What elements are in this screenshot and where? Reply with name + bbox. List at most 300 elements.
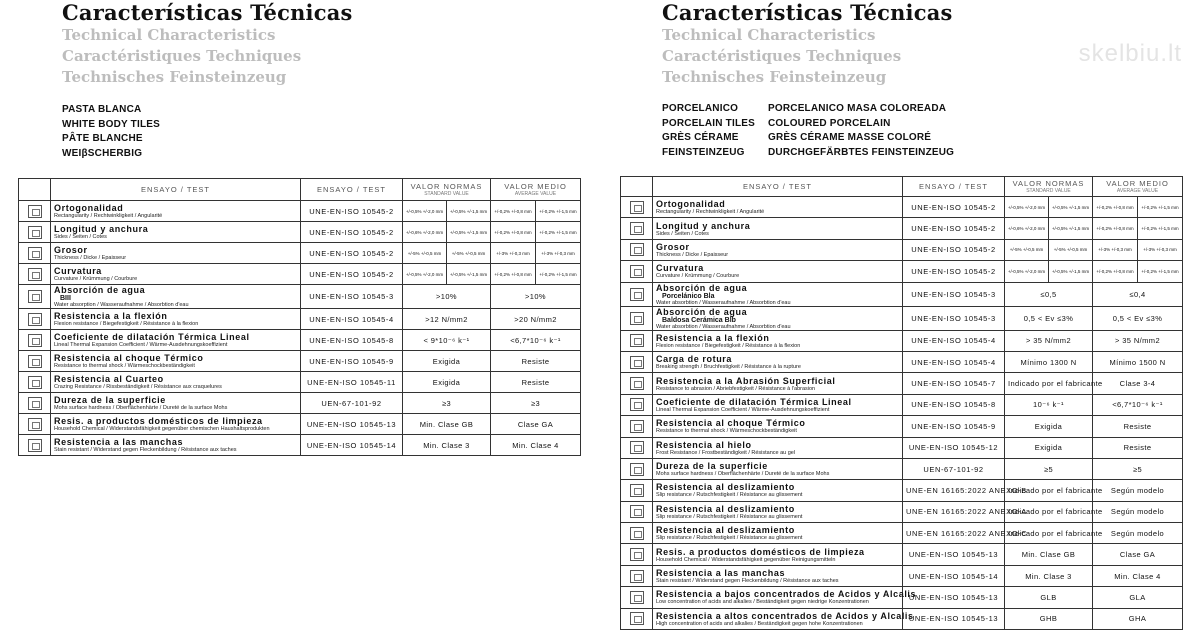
medio-value: >10% — [491, 285, 581, 309]
test-translation: Breaking strength / Bruchfestigkeit / Résistance à la rupture — [656, 364, 801, 371]
test-name-cell — [51, 222, 301, 243]
table-row — [621, 544, 1183, 565]
test-name: Absorción de agua — [54, 285, 146, 295]
test-translation: Lineal Thermal Expansion Coefficient / Wärme-Ausdehnungskoeffizient — [656, 406, 830, 413]
test-translation: Rectangularity / Rechtwinkligkeit / Angularité — [54, 213, 163, 219]
medio-value: Min. Clase 4 — [1093, 565, 1183, 586]
subtitle-fr: Caractéristiques Techniques — [62, 47, 302, 65]
norm-value: 10⁻⁶ k⁻¹ — [1005, 394, 1093, 415]
test-name: Resistencia a las manchas — [54, 437, 184, 447]
test-name: Coeficiente de dilatación Térmica Lineal — [656, 396, 852, 407]
norm-value: Min. Clase GB — [1005, 544, 1093, 565]
title: Características Técnicas — [662, 0, 953, 25]
hardness-icon — [28, 397, 42, 410]
table-row — [621, 261, 1183, 282]
standard-cell: UNE-EN-ISO 10545-4 — [301, 309, 403, 330]
test-name-cell — [653, 330, 903, 351]
medio-value: Según modelo — [1093, 501, 1183, 522]
norm-value-b: +/-0,5% +/-1,5 mm — [1049, 218, 1093, 239]
header-standard: ENSAYO / TEST — [301, 179, 403, 201]
row-icon-cell — [621, 261, 653, 282]
test-name-cell — [51, 393, 301, 414]
subtitle-de: Technisches Feinsteinzeug — [662, 68, 887, 86]
test-name: Resistencia al choque Térmico — [656, 418, 806, 429]
standard-cell: UNE-EN-ISO 10545-13 — [301, 414, 403, 435]
test-translation: Resistance to abrasion / Abriebfestigkeit / Résistance à l'abrasion — [656, 385, 816, 392]
test-translation: Flexion resistance / Biegefestigkeit / Résistance à la flexion — [656, 342, 801, 349]
row-icon-cell — [621, 587, 653, 608]
test-name-cell — [51, 285, 301, 309]
stain-icon — [28, 439, 42, 452]
test-translation: Household Chemical / Widerstandsfähigkeit gegenüber chemischen Haushaltsprodukten — [54, 426, 270, 432]
medio-value-b: +/-3% +/-0,3 mm — [536, 243, 581, 264]
table-row — [19, 264, 581, 285]
thickness-icon — [28, 247, 42, 260]
table-row — [19, 201, 581, 222]
medio-value: GLA — [1093, 587, 1183, 608]
norm-value-b: +/-0,5% +/-1,5 mm — [1049, 197, 1093, 218]
length-width-icon — [630, 222, 644, 235]
row-icon-cell — [621, 565, 653, 586]
table-header — [621, 177, 1183, 197]
thermal-shock-icon — [630, 420, 644, 433]
table-row — [621, 608, 1183, 629]
material-en: WHITE BODY TILES — [62, 118, 161, 130]
row-icon-cell — [621, 239, 653, 260]
table-row — [19, 435, 581, 456]
medio-value: >20 N/mm2 — [491, 309, 581, 330]
row-icon-cell — [621, 373, 653, 394]
stain-icon — [630, 570, 644, 583]
test-name: Resistencia a la Abrasión Superficial — [656, 375, 836, 386]
water-absorption-icon — [630, 312, 644, 325]
standard-cell: UNE-EN-ISO 10545-9 — [301, 351, 403, 372]
test-translation: Water absorbtion / Wasseraufnahme / Absorbtion d'eau — [656, 299, 791, 306]
table-header — [19, 179, 581, 201]
chemical-icon — [630, 548, 644, 561]
row-icon-cell — [19, 264, 51, 285]
table-row — [621, 373, 1183, 394]
chemical-icon — [28, 418, 42, 431]
norm-value-a: +/-5% +/-0,5 mm — [1005, 239, 1049, 260]
header-test: ENSAYO / TEST — [653, 177, 903, 197]
test-name: Resistencia a la flexión — [656, 332, 770, 343]
table-row — [621, 523, 1183, 544]
test-name-cell — [653, 587, 917, 608]
test-name: Resistencia al Cuarteo — [54, 374, 164, 384]
rectangularity-icon — [630, 201, 644, 214]
medio-value: Resiste — [1093, 437, 1183, 458]
medio-value-a: +/-0,2% +/-0,8 mm — [1093, 261, 1138, 282]
norm-value: >10% — [403, 285, 491, 309]
test-name: Coeficiente de dilatación Térmica Lineal — [54, 332, 250, 342]
test-name-cell — [51, 243, 301, 264]
test-class: BIII — [60, 295, 71, 302]
medio-value-b: +/-0,2% +/-1,5 mm — [1138, 261, 1183, 282]
specs-table — [620, 176, 1183, 630]
row-icon-cell — [19, 372, 51, 393]
norm-value-b: +/-0,5% +/-1,5 mm — [447, 264, 491, 285]
standard-cell: UNE-EN 16165:2022 ANEXO-B — [903, 480, 1005, 501]
test-name: Grosor — [54, 245, 88, 255]
test-name: Dureza de la superficie — [656, 461, 768, 472]
test-name-cell — [653, 480, 903, 501]
subtitle-en: Technical Characteristics — [662, 26, 876, 44]
test-translation: Sides / Seiten / Cotes — [54, 234, 107, 240]
row-icon-cell — [621, 608, 653, 629]
subtitle-fr: Caractéristiques Techniques — [662, 47, 902, 65]
norm-value: Indicado por el fabricante — [1005, 501, 1093, 522]
test-translation: Slip resistance / Rutschfestigkeit / Résistance au glissement — [656, 513, 803, 520]
test-name-cell — [653, 394, 903, 415]
test-class: Baldosa Cerámica Blb — [662, 316, 736, 324]
table-row — [621, 565, 1183, 586]
rectangularity-icon — [28, 205, 42, 218]
row-icon-cell — [19, 222, 51, 243]
test-translation: Curvature / Krümmung / Courbure — [54, 276, 138, 282]
material-es: PASTA BLANCA — [62, 104, 142, 115]
row-icon-cell — [19, 201, 51, 222]
standard-cell: UNE-EN-ISO 10545-2 — [301, 264, 403, 285]
medio-value: ≥5 — [1093, 458, 1183, 479]
norm-value: Exigida — [403, 372, 491, 393]
test-name-cell — [653, 458, 903, 479]
specs-table — [18, 178, 581, 456]
test-name-cell — [51, 372, 301, 393]
norm-value-a: +/-0,5% +/-2,0 mm — [1005, 197, 1049, 218]
table-row — [621, 330, 1183, 351]
table-row — [621, 218, 1183, 239]
test-translation: Low concentration of acids and alkalies / Beständigkeit gegen niedrige Konzentrationen — [656, 599, 869, 606]
standard-cell: UNE-EN-ISO 10545-3 — [903, 306, 1005, 330]
header-norm: VALOR NORMAS STANDARD VALUE — [1005, 177, 1093, 197]
test-name-cell — [653, 565, 903, 586]
row-icon-cell — [621, 437, 653, 458]
norm-value: Exigida — [403, 351, 491, 372]
test-translation: Sides / Seiten / Cotes — [656, 230, 709, 237]
norm-value: >12 N/mm2 — [403, 309, 491, 330]
test-name: Absorción de agua — [656, 306, 748, 317]
table-row — [19, 351, 581, 372]
row-icon-cell — [621, 282, 653, 306]
test-name: Resis. a productos domésticos de limpieza — [656, 546, 865, 557]
medio-value-b: +/-0,2% +/-1,5 mm — [536, 201, 581, 222]
standard-cell: UNE-EN-ISO 10545-14 — [903, 565, 1005, 586]
medio-value: > 35 N/mm2 — [1093, 330, 1183, 351]
medio-value-b: +/-3% +/-0,3 mm — [1138, 239, 1183, 260]
test-name: Curvatura — [54, 266, 102, 276]
test-translation: Water absorption / Wasseraufnahme / Absorbtion d'eau — [54, 302, 189, 308]
standard-cell: UNE-EN-ISO 10545-11 — [301, 372, 403, 393]
test-translation: Frost Resistance / Frostbeständigkeit / Résistance au gel — [656, 449, 796, 456]
norm-value-a: +/-0,5% +/-2,0 mm — [1005, 261, 1049, 282]
table-row — [621, 480, 1183, 501]
row-icon-cell — [19, 393, 51, 414]
test-translation: Flexion resistance / Biegefestigkeit / Résistance à la flexion — [54, 321, 199, 327]
medio-value: 0,5 < Ev ≤3% — [1093, 306, 1183, 330]
slip-icon — [630, 505, 644, 518]
table-row — [19, 243, 581, 264]
thermal-expansion-icon — [28, 334, 42, 347]
test-translation: Rectangularity / Rechtwinkligkeit / Angularité — [656, 209, 765, 216]
table-row — [19, 330, 581, 351]
subtitle-en: Technical Characteristics — [62, 26, 276, 44]
standard-cell: UNE-EN-ISO 10545-12 — [903, 437, 1005, 458]
table-row — [621, 416, 1183, 437]
header-norm: VALOR NORMAS STANDARD VALUE — [403, 179, 491, 201]
standard-cell: UNE-EN-ISO 10545-8 — [903, 394, 1005, 415]
test-name-cell — [51, 264, 301, 285]
norm-value-a: +/-0,5% +/-2,0 mm — [403, 264, 447, 285]
norm-value: < 9*10⁻⁶ k⁻¹ — [403, 330, 491, 351]
table-row — [621, 501, 1183, 522]
table-row — [621, 458, 1183, 479]
frost-icon — [630, 441, 644, 454]
table-row — [19, 222, 581, 243]
test-name: Longitud y anchura — [54, 224, 149, 234]
curvature-icon — [28, 268, 42, 281]
test-name-cell — [51, 351, 301, 372]
standard-cell: UNE-EN 16165:2022 ANEXO-A — [903, 501, 1005, 522]
material-col2: PORCELANICO MASA COLOREADA COLOURED PORCELAIN GRÈS CÉRAME MASSE COLORÉ DURCHGEFÄRBTES FEINSTEINZEUG — [768, 103, 955, 158]
test-translation: Lineal Thermal Expansion Coefficient / Wärme-Ausdehnungskoeffizient — [54, 342, 228, 348]
row-icon-cell — [621, 351, 653, 372]
row-icon-cell — [621, 501, 653, 522]
medio-value: Resiste — [1093, 416, 1183, 437]
norm-value-b: +/-0,5% +/-1,5 mm — [1049, 261, 1093, 282]
test-name: Resistencia al deslizamiento — [656, 503, 795, 514]
table-row — [621, 197, 1183, 218]
norm-value: ≤0,5 — [1005, 282, 1093, 306]
table-row — [19, 285, 581, 309]
material-col1: PORCELANICO PORCELAIN TILES GRÈS CÉRAME FEINSTEINZEUG — [662, 103, 756, 158]
test-translation: Thickness / Dicke / Epaisseur — [656, 251, 729, 258]
standard-cell: UNE-EN-ISO 10545-2 — [301, 201, 403, 222]
norm-value: Min. Clase 3 — [403, 435, 491, 456]
standard-cell: UNE-EN-ISO 10545-2 — [301, 243, 403, 264]
medio-value: <6,7*10⁻⁶ k⁻¹ — [491, 330, 581, 351]
medio-value: Clase GA — [491, 414, 581, 435]
test-name-cell — [653, 239, 903, 260]
standard-cell: UNE-EN-ISO 10545-13 — [903, 587, 1005, 608]
test-name: Resistencia al hielo — [656, 439, 752, 450]
norm-value: GLB — [1005, 587, 1093, 608]
test-translation: Stain resistant / Widerstand gegen Fleckenbildung / Résistance aux taches — [656, 578, 839, 585]
test-name-cell — [51, 330, 301, 351]
row-icon-cell — [621, 416, 653, 437]
test-name: Resistencia al deslizamiento — [656, 482, 795, 493]
medio-value-b: +/-0,2% +/-1,5 mm — [1138, 218, 1183, 239]
subtitle-de: Technisches Feinsteinzeug — [62, 68, 287, 86]
norm-value-b: +/-0,5% +/-1,5 mm — [447, 201, 491, 222]
test-translation: Slip resistance / Rutschfestigkeit / Résistance au glissement — [656, 492, 803, 499]
standard-cell: UNE-EN-ISO 10545-2 — [903, 239, 1005, 260]
standard-cell: UNE-EN 16165:2022 ANEXO-C — [903, 523, 1005, 544]
norm-value: Mínimo 1300 N — [1005, 351, 1093, 372]
medio-value: Resiste — [491, 372, 581, 393]
standard-cell: UNE-EN-ISO 10545-9 — [903, 416, 1005, 437]
hardness-icon — [630, 463, 644, 476]
standard-cell: UNE-EN-ISO 10545-2 — [903, 218, 1005, 239]
medio-value: ≥3 — [491, 393, 581, 414]
test-translation: Mohs surface hardness / Oberflächenhärte / Dureté de la surface Mohs — [656, 471, 830, 478]
thermal-shock-icon — [28, 355, 42, 368]
medio-value-b: +/-0,2% +/-1,5 mm — [536, 264, 581, 285]
row-icon-cell — [19, 435, 51, 456]
table-row — [621, 351, 1183, 372]
medio-value-b: +/-0,2% +/-1,5 mm — [536, 222, 581, 243]
test-translation: High concentration of acids and alkalies / Beständigkeit gegen hohe Konzentrationen — [656, 620, 863, 627]
medio-value-a: +/-0,2% +/-0,8 mm — [491, 222, 536, 243]
medio-value-a: +/-3% +/-0,3 mm — [1093, 239, 1138, 260]
water-absorption-icon — [630, 288, 644, 301]
test-name-cell — [653, 501, 903, 522]
table-row — [621, 239, 1183, 260]
row-icon-cell — [19, 243, 51, 264]
norm-value: Indicado por el fabricante — [1005, 523, 1093, 544]
table-row — [621, 394, 1183, 415]
standard-cell: UNE-EN-ISO 10545-8 — [301, 330, 403, 351]
test-name: Ortogonalidad — [656, 199, 726, 210]
test-name: Resistencia al choque Térmico — [54, 353, 204, 363]
test-name: Resistencia a las manchas — [656, 568, 786, 579]
breaking-load-icon — [630, 356, 644, 369]
row-icon-cell — [19, 285, 51, 309]
test-name: Curvatura — [656, 263, 704, 274]
norm-value: ≥3 — [403, 393, 491, 414]
test-translation: Slip resistance / Rutschfestigkeit / Résistance au glissement — [656, 535, 803, 542]
test-translation: Stain resistant / Widerstand gegen Fleckenbildung / Résistance aux taches — [54, 447, 237, 453]
medio-value-a: +/-0,2% +/-0,8 mm — [491, 264, 536, 285]
test-translation: Curvature / Krümmung / Courbure — [656, 273, 740, 280]
test-name: Grosor — [656, 241, 690, 252]
table-row — [621, 437, 1183, 458]
test-name-cell — [653, 261, 903, 282]
norm-value-a: +/-0,6% +/-2,0 mm — [1005, 218, 1049, 239]
test-translation: Resistance to thermal shock / Wärmeschockbeständigkeit — [54, 363, 195, 369]
test-name-cell — [51, 309, 301, 330]
medio-value: <6,7*10⁻⁶ k⁻¹ — [1093, 394, 1183, 415]
norm-value-a: +/-0,5% +/-2,0 mm — [403, 201, 447, 222]
crazing-icon — [28, 376, 42, 389]
standard-cell: UNE-EN-ISO 10545-7 — [903, 373, 1005, 394]
test-name: Resistencia a la flexión — [54, 311, 168, 321]
row-icon-cell — [621, 197, 653, 218]
norm-value: Indicado por el fabricante — [1005, 373, 1093, 394]
slip-icon — [630, 484, 644, 497]
standard-cell: UNE-EN-ISO 10545-13 — [903, 608, 1005, 629]
table-row — [621, 282, 1183, 306]
standard-cell: UNE-EN-ISO 10545-2 — [301, 222, 403, 243]
slip-icon — [630, 527, 644, 540]
norm-value: 0,5 < Ev ≤3% — [1005, 306, 1093, 330]
medio-value-a: +/-0,2% +/-0,8 mm — [1093, 197, 1138, 218]
test-class: Porcelánico Bla — [662, 292, 715, 300]
norm-value: GHB — [1005, 608, 1093, 629]
norm-value: Indicado por el fabricante — [1005, 480, 1093, 501]
material-label — [62, 103, 160, 161]
norm-value-b: +/-5% +/-0,5 mm — [1049, 239, 1093, 260]
row-icon-cell — [19, 414, 51, 435]
standard-cell: UEN-67-101-92 — [903, 458, 1005, 479]
norm-value: > 35 N/mm2 — [1005, 330, 1093, 351]
norm-value-b: +/-0,5% +/-1,5 mm — [447, 222, 491, 243]
test-translation: Water absorbtion / Wasseraufnahme / Absorbtion d'eau — [656, 323, 791, 330]
table-row — [621, 306, 1183, 330]
test-translation: Thickness / Dicke / Epaisseur — [54, 255, 127, 261]
test-name-cell — [653, 218, 903, 239]
test-translation: Mohs surface hardness / Oberflächenhärte / Dureté de la surface Mohs — [54, 405, 228, 411]
medio-value-b: +/-0,2% +/-1,5 mm — [1138, 197, 1183, 218]
test-name-cell — [653, 437, 903, 458]
standard-cell: UNE-EN-ISO 10545-3 — [301, 285, 403, 309]
norm-value: ≥5 — [1005, 458, 1093, 479]
norm-value: Exigida — [1005, 437, 1093, 458]
row-icon-cell — [621, 394, 653, 415]
material-de: WEIβSCHERBIG — [62, 147, 143, 159]
test-name-cell — [653, 282, 903, 306]
row-icon-cell — [621, 480, 653, 501]
flexion-icon — [28, 313, 42, 326]
watermark: skelbiu.lt — [1078, 40, 1182, 67]
test-name: Resis. a productos domésticos de limpieza — [54, 416, 263, 426]
row-icon-cell — [19, 330, 51, 351]
medio-value: ≤0,4 — [1093, 282, 1183, 306]
curvature-icon — [630, 265, 644, 278]
medio-value: Min. Clase 4 — [491, 435, 581, 456]
test-name: Carga de rotura — [656, 354, 733, 365]
acid-high-icon — [630, 612, 644, 625]
thickness-icon — [630, 243, 644, 256]
header-medio: VALOR MEDIO AVERAGE VALUE — [1093, 177, 1183, 197]
header-standard: ENSAYO / TEST — [903, 177, 1005, 197]
medio-value-a: +/-0,2% +/-0,8 mm — [491, 201, 536, 222]
table-row — [19, 309, 581, 330]
test-translation: Crazing Resistance / Rissbeständigkeit / Résistance aux craquelures — [54, 384, 222, 390]
header-test: ENSAYO / TEST — [51, 179, 301, 201]
row-icon-cell — [621, 458, 653, 479]
standard-cell: UNE-EN-ISO 10545-3 — [903, 282, 1005, 306]
standard-cell: UNE-EN-ISO 10545-13 — [903, 544, 1005, 565]
test-name-cell — [51, 414, 301, 435]
test-name-cell — [653, 544, 903, 565]
medio-value: Según modelo — [1093, 523, 1183, 544]
standard-cell: UNE-EN-ISO 10545-4 — [903, 351, 1005, 372]
norm-value: Min. Clase 3 — [1005, 565, 1093, 586]
table-row — [621, 587, 1183, 608]
test-name-cell — [653, 523, 903, 544]
table-row — [19, 414, 581, 435]
medio-value-a: +/-3% +/-0,3 mm — [491, 243, 536, 264]
test-name: Absorción de agua — [656, 282, 748, 293]
test-name: Resistencia a bajos concentrados de Acidos y Alcalis — [656, 589, 917, 600]
test-name-cell — [653, 306, 903, 330]
test-name-cell — [653, 373, 903, 394]
standard-cell: UNE-EN-ISO 10545-14 — [301, 435, 403, 456]
acid-low-icon — [630, 591, 644, 604]
test-name-cell — [51, 435, 301, 456]
medio-value: Clase 3-4 — [1093, 373, 1183, 394]
test-name: Resistencia al deslizamiento — [656, 525, 795, 536]
title: Características Técnicas — [62, 0, 353, 25]
medio-value: Resiste — [491, 351, 581, 372]
norm-value-b: +/-5% +/-0,5 mm — [447, 243, 491, 264]
water-absorption-icon — [28, 290, 42, 303]
norm-value: Min. Clase GB — [403, 414, 491, 435]
test-name-cell — [653, 416, 903, 437]
header-medio: VALOR MEDIO AVERAGE VALUE — [491, 179, 581, 201]
medio-value-a: +/-0,2% +/-0,8 mm — [1093, 218, 1138, 239]
